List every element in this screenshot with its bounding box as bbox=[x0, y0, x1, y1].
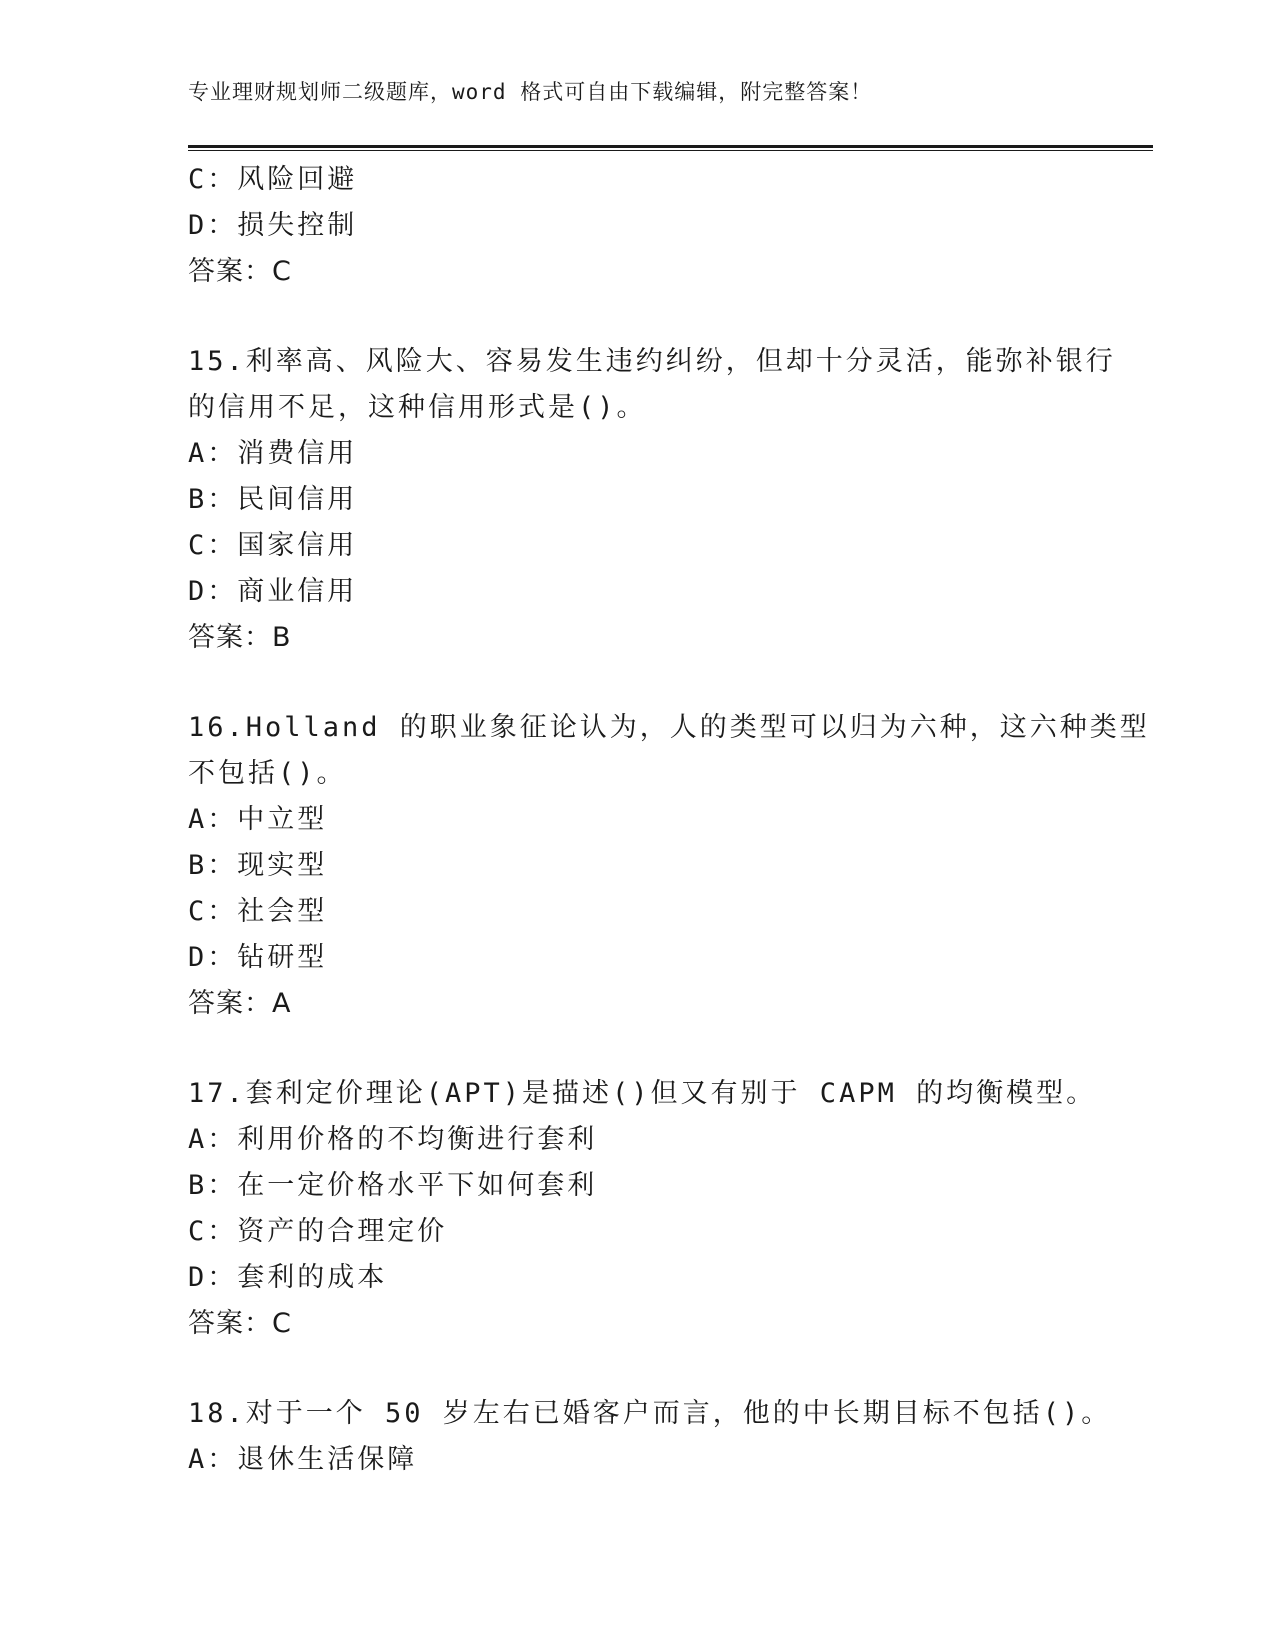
question-stem: 16.Holland 的职业象征论认为，人的类型可以归为六种，这六种类型 bbox=[188, 712, 1150, 743]
question-stem: 不包括()。 bbox=[188, 758, 347, 789]
option-a: A：退休生活保障 bbox=[188, 1444, 418, 1475]
question-16 bbox=[188, 705, 1150, 1027]
question-17 bbox=[188, 1071, 1097, 1347]
option-d: D：钻研型 bbox=[188, 942, 328, 973]
question-15 bbox=[188, 339, 1116, 661]
answer-line: 答案：B bbox=[188, 622, 292, 653]
option-a: A：中立型 bbox=[188, 804, 328, 835]
option-b: B：现实型 bbox=[188, 850, 328, 881]
answer-line: 答案：C bbox=[188, 256, 292, 287]
option-d: D：套利的成本 bbox=[188, 1262, 388, 1293]
option-a: A：利用价格的不均衡进行套利 bbox=[188, 1124, 598, 1155]
answer-line: 答案：A bbox=[188, 988, 292, 1019]
header-divider bbox=[188, 145, 1153, 151]
page-header: 专业理财规划师二级题库，word 格式可自由下载编辑，附完整答案！ bbox=[188, 80, 873, 104]
option-d: D：损失控制 bbox=[188, 210, 358, 241]
option-b: B：民间信用 bbox=[188, 484, 358, 515]
question-list bbox=[188, 157, 1150, 1483]
answer-line: 答案：C bbox=[188, 1308, 292, 1339]
question-carryover bbox=[188, 157, 1088, 295]
option-c: C：风险回避 bbox=[188, 164, 358, 195]
spacer bbox=[188, 661, 1088, 705]
option-b: B：在一定价格水平下如何套利 bbox=[188, 1170, 598, 1201]
option-c: C：资产的合理定价 bbox=[188, 1216, 448, 1247]
option-a: A：消费信用 bbox=[188, 438, 358, 469]
question-stem: 18.对于一个 50 岁左右已婚客户而言，他的中长期目标不包括()。 bbox=[188, 1398, 1112, 1429]
question-stem: 15.利率高、风险大、容易发生违约纠纷，但却十分灵活，能弥补银行 bbox=[188, 346, 1116, 377]
option-c: C：社会型 bbox=[188, 896, 328, 927]
spacer bbox=[188, 295, 1088, 339]
spacer bbox=[188, 1347, 1088, 1391]
question-stem: 17.套利定价理论(APT)是描述()但又有别于 CAPM 的均衡模型。 bbox=[188, 1078, 1097, 1109]
spacer bbox=[188, 1027, 1088, 1071]
question-stem: 的信用不足，这种信用形式是()。 bbox=[188, 392, 647, 423]
question-18 bbox=[188, 1391, 1112, 1483]
option-d: D：商业信用 bbox=[188, 576, 358, 607]
option-c: C：国家信用 bbox=[188, 530, 358, 561]
